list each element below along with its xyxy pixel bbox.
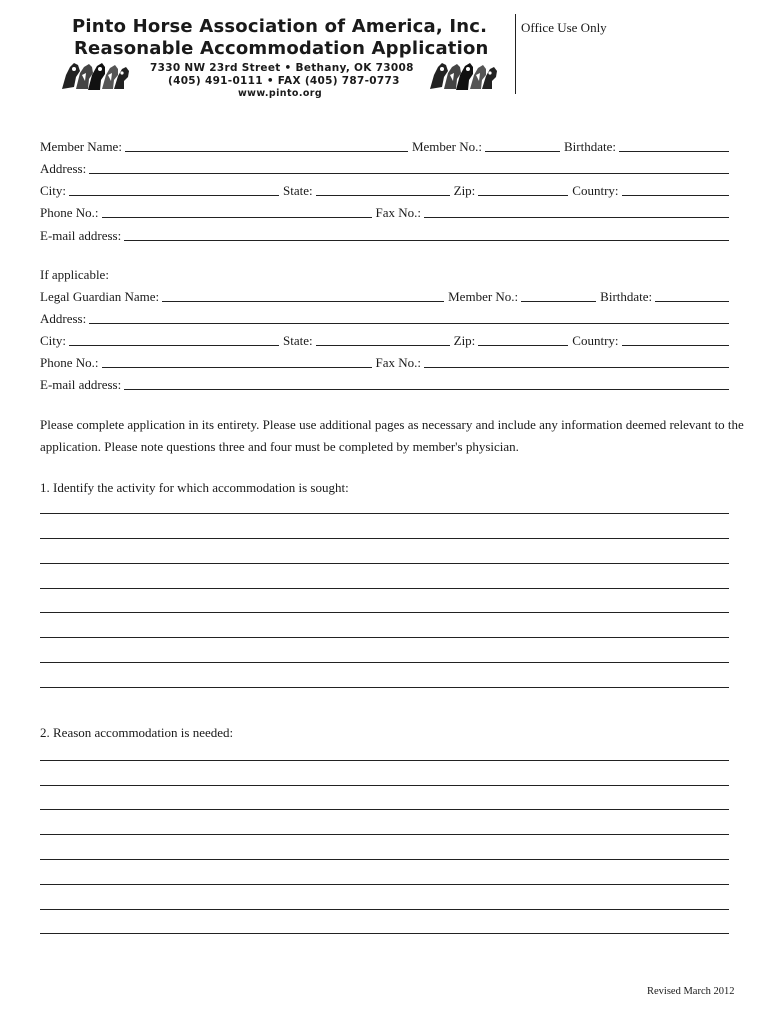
guardian-birthdate-field[interactable]: [655, 301, 729, 302]
guardian-zip-label: Zip:: [453, 333, 476, 348]
guardian-name-label: Legal Guardian Name:: [40, 289, 160, 304]
guardian-fax-label: Fax No.:: [375, 355, 421, 370]
q1-answer-line[interactable]: [40, 513, 729, 514]
member-email-row: [40, 226, 729, 244]
member-birthdate-field[interactable]: [619, 151, 729, 152]
member-country-field[interactable]: [622, 195, 729, 196]
revised-date: Revised March 2012: [647, 986, 735, 997]
instructions-line-1: Please complete application in its entirety. Please use additional pages as necessary and include any information deemed relevant to the: [40, 417, 744, 432]
member-name-row: [40, 137, 729, 155]
member-birthdate-label: Birthdate:: [564, 139, 616, 154]
guardian-fax-field[interactable]: [424, 367, 729, 368]
member-address-row: [40, 159, 729, 177]
title-line-2: Reasonable Accommodation Application: [74, 38, 489, 59]
guardian-city-row: [40, 331, 729, 349]
guardian-number-field[interactable]: [521, 301, 596, 302]
q1-answer-line[interactable]: [40, 538, 729, 539]
guardian-country-field[interactable]: [622, 345, 729, 346]
member-email-field[interactable]: [124, 240, 729, 241]
guardian-phone-field[interactable]: [102, 367, 372, 368]
q1-answer-line[interactable]: [40, 612, 729, 613]
q1-answer-line[interactable]: [40, 662, 729, 663]
association-phone-fax: (405) 491-0111 • FAX (405) 787-0773: [168, 75, 400, 87]
guardian-state-field[interactable]: [316, 345, 450, 346]
member-country-label: Country:: [572, 183, 619, 198]
member-phone-field[interactable]: [102, 217, 372, 218]
guardian-address-field[interactable]: [89, 323, 729, 324]
member-phone-row: [40, 203, 729, 221]
q2-answer-line[interactable]: [40, 933, 729, 934]
q2-answer-line[interactable]: [40, 884, 729, 885]
if-applicable-label: If applicable:: [40, 267, 109, 282]
q2-answer-line[interactable]: [40, 909, 729, 910]
member-state-field[interactable]: [316, 195, 450, 196]
instructions-paragraph: [40, 414, 744, 458]
guardian-number-label: Member No.:: [448, 289, 519, 304]
guardian-country-label: Country:: [572, 333, 619, 348]
guardian-email-row: [40, 375, 729, 393]
q1-answer-line[interactable]: [40, 637, 729, 638]
member-number-label: Member No.:: [411, 139, 482, 154]
q2-answer-line[interactable]: [40, 859, 729, 860]
horse-heads-logo-left: [58, 59, 132, 93]
member-city-label: City:: [40, 183, 67, 198]
guardian-address-row: [40, 309, 729, 327]
q1-answer-line[interactable]: [40, 563, 729, 564]
q2-answer-line[interactable]: [40, 785, 729, 786]
association-address: 7330 NW 23rd Street • Bethany, OK 73008: [150, 62, 414, 74]
guardian-birthdate-label: Birthdate:: [600, 289, 653, 304]
member-city-field[interactable]: [69, 195, 279, 196]
association-website: www.pinto.org: [238, 88, 323, 99]
horse-heads-logo-right: [426, 59, 500, 93]
member-zip-field[interactable]: [478, 195, 568, 196]
guardian-email-label: E-mail address:: [40, 377, 122, 392]
office-use-label: Office Use Only: [521, 20, 607, 35]
member-state-label: State:: [283, 183, 313, 198]
member-fax-field[interactable]: [424, 217, 729, 218]
member-address-field[interactable]: [89, 173, 729, 174]
title-line-1: Pinto Horse Association of America, Inc.: [72, 16, 488, 37]
guardian-name-field[interactable]: [162, 301, 444, 302]
member-phone-label: Phone No.:: [40, 205, 99, 220]
q1-answer-line[interactable]: [40, 687, 729, 688]
member-name-field[interactable]: [125, 151, 408, 152]
q1-answer-line[interactable]: [40, 588, 729, 589]
q2-answer-line[interactable]: [40, 760, 729, 761]
guardian-email-field[interactable]: [124, 389, 729, 390]
member-address-label: Address:: [40, 161, 87, 176]
guardian-phone-row: [40, 353, 729, 371]
member-fax-label: Fax No.:: [375, 205, 421, 220]
question-1-label: 1. Identify the activity for which accommodation is sought:: [40, 480, 349, 495]
guardian-city-label: City:: [40, 333, 67, 348]
instructions-line-2: application. Please note questions three and four must be completed by member's physician.: [40, 439, 519, 454]
q2-answer-line[interactable]: [40, 834, 729, 835]
guardian-zip-field[interactable]: [478, 345, 568, 346]
guardian-phone-label: Phone No.:: [40, 355, 99, 370]
question-2-label: 2. Reason accommodation is needed:: [40, 725, 234, 740]
guardian-state-label: State:: [283, 333, 313, 348]
q2-answer-line[interactable]: [40, 809, 729, 810]
guardian-address-label: Address:: [40, 311, 87, 326]
member-zip-label: Zip:: [453, 183, 476, 198]
member-number-field[interactable]: [485, 151, 560, 152]
member-name-label: Member Name:: [40, 139, 122, 154]
member-city-row: [40, 181, 729, 199]
guardian-city-field[interactable]: [69, 345, 279, 346]
office-divider: [515, 14, 516, 94]
member-email-label: E-mail address:: [40, 228, 122, 243]
guardian-name-row: [40, 287, 729, 305]
